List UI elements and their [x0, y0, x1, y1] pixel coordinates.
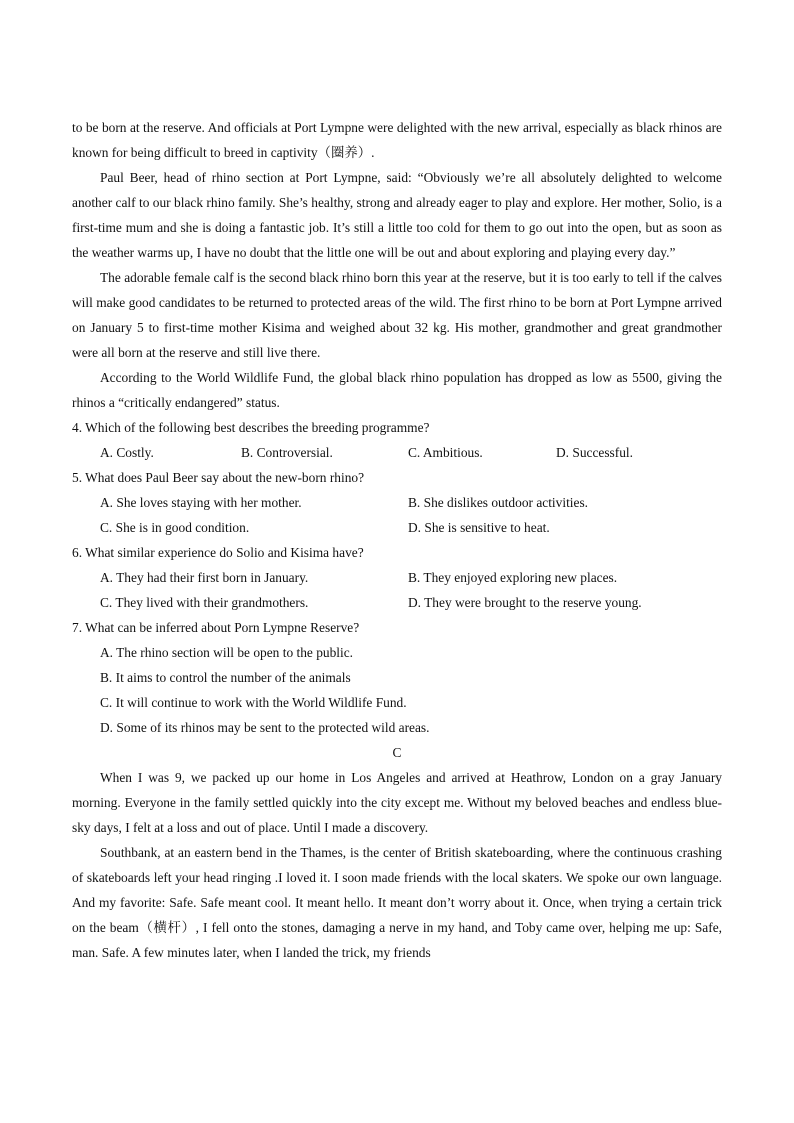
option-b: B. She dislikes outdoor activities. — [408, 495, 589, 510]
option-d: D. She is sensitive to heat. — [408, 520, 550, 535]
option-b: B. They enjoyed exploring new places. — [408, 570, 618, 585]
question-6 — [72, 540, 722, 615]
option-a: A. The rhino section will be open to the public. — [100, 645, 354, 660]
section-heading-c: C — [392, 745, 402, 760]
option-c: C. They lived with their grandmothers. — [100, 595, 309, 610]
question-stem: 4. Which of the following best describes the breeding programme? — [72, 420, 430, 435]
option-c: C. She is in good condition. — [100, 520, 250, 535]
option-c: C. Ambitious. — [408, 445, 483, 460]
option-c: C. It will continue to work with the World Wildlife Fund. — [100, 695, 407, 710]
passage-c-paragraph-2: Southbank, at an eastern bend in the Thames, is the center of British skateboarding, where the continuous crashing of skateboards left your head ringing .I loved it. I soon made friends with the local skaters. We spoke our own language. And my favorite: Safe. Safe meant cool. It meant hello. It meant don’t worry about it. Once, when trying a certain trick on the beam（横杆）, I fell onto the stones, damaging a nerve in my hand, and Toby came over, helping me up: Safe, man. Safe. A few minutes later, when I landed the trick, my friends — [72, 845, 722, 960]
option-b: B. Controversial. — [241, 445, 333, 460]
passage-c-paragraph-1: When I was 9, we packed up our home in Los Angeles and arrived at Heathrow, London on a gray January morning. Everyone in the family settled quickly into the city except me. Without my beloved beaches and endless blue-sky days, I felt at a loss and out of place. Until I made a discovery. — [72, 770, 722, 835]
option-row — [72, 515, 722, 540]
passage-b-paragraph-4: According to the World Wildlife Fund, the global black rhino population has dropped as low as 5500, giving the rhinos a “critically endangered” status. — [72, 370, 722, 410]
option-b: B. It aims to control the number of the animals — [100, 670, 351, 685]
question-7 — [72, 615, 722, 740]
option-row — [72, 590, 722, 615]
question-4 — [72, 415, 722, 465]
option-a: A. Costly. — [100, 445, 154, 460]
passage-b-paragraph-3: The adorable female calf is the second black rhino born this year at the reserve, but it is too early to tell if the calves will make good candidates to be returned to protected areas of the wild. The first rhino to be born at Port Lympne arrived on January 5 to first-time mother Kisima and weighed about 32 kg. His mother, grandmother and great grandmother were all born at the reserve and still live there. — [72, 270, 722, 360]
option-a: A. She loves staying with her mother. — [100, 495, 302, 510]
option-row — [72, 490, 722, 515]
option-d: D. Successful. — [556, 445, 633, 460]
option-d: D. Some of its rhinos may be sent to the protected wild areas. — [100, 720, 430, 735]
passage-b-paragraph-1: to be born at the reserve. And officials at Port Lympne were delighted with the new arrival, especially as black rhinos are known for being difficult to breed in captivity（圈养）. — [72, 120, 722, 160]
document-page — [72, 115, 722, 965]
question-stem: 5. What does Paul Beer say about the new-born rhino? — [72, 470, 365, 485]
question-stem: 7. What can be inferred about Porn Lympne Reserve? — [72, 620, 360, 635]
option-a: A. They had their first born in January. — [100, 570, 309, 585]
question-5 — [72, 465, 722, 540]
option-d: D. They were brought to the reserve young. — [408, 595, 642, 610]
passage-b-paragraph-2: Paul Beer, head of rhino section at Port Lympne, said: “Obviously we’re all absolutely delighted to welcome another calf to our black rhino family. She’s healthy, strong and already eager to play and explore. Her mother, Solio, is a first-time mum and she is doing a fantastic job. It’s still a little too cold for them to go out into the open, but as soon as the weather warms up, I have no doubt that the little one will be out and about exploring and playing every day.” — [72, 170, 722, 260]
option-row — [72, 565, 722, 590]
option-row — [72, 440, 722, 465]
question-stem: 6. What similar experience do Solio and Kisima have? — [72, 545, 364, 560]
